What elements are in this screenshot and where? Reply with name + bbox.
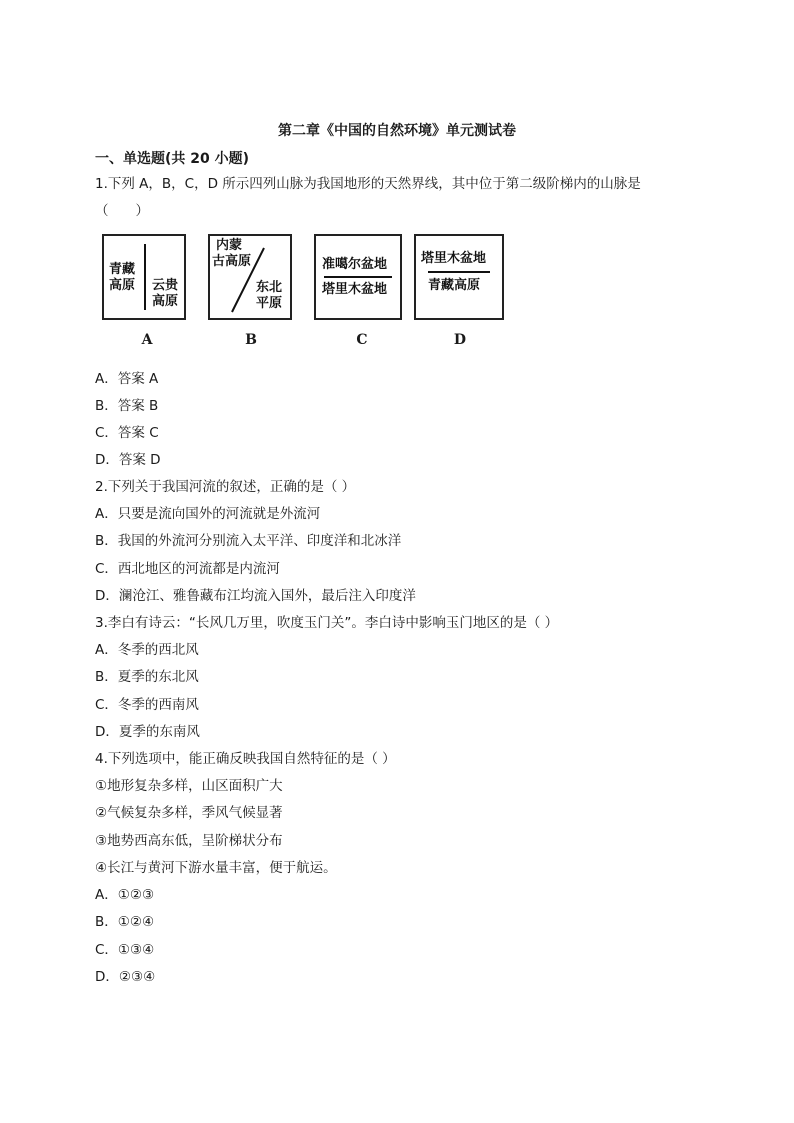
q4-option-a[interactable]: A．①②③ xyxy=(95,887,155,903)
q1-stem: 1.下列 A，B，C，D 所示四列山脉为我国地形的天然界线，其中位于第二级阶梯内的山脉是 xyxy=(95,176,641,192)
q2-option-b[interactable]: B．我国的外流河分别流入太平洋、印度洋和北冰洋 xyxy=(95,533,402,549)
figure-c xyxy=(314,234,402,320)
figure-a-mountain-line xyxy=(144,244,146,310)
q4-item-3: ③地势西高东低，呈阶梯状分布 xyxy=(95,833,283,849)
figure-b-top-line1: 内蒙 xyxy=(216,238,243,253)
figure-b-bottom-line2: 平原 xyxy=(256,296,283,311)
q4-item-1: ①地形复杂多样，山区面积广大 xyxy=(95,778,283,794)
q2-stem: 2.下列关于我国河流的叙述，正确的是（ ） xyxy=(95,479,356,495)
q4-stem: 4.下列选项中，能正确反映我国自然特征的是（ ） xyxy=(95,751,396,767)
q4-item-2: ②气候复杂多样，季风气候显著 xyxy=(95,805,283,821)
figure-a-left-line2: 高原 xyxy=(109,278,136,293)
figure-c-mountain-line xyxy=(324,276,392,278)
q3-option-d[interactable]: D．夏季的东南风 xyxy=(95,724,200,740)
q1-option-a[interactable]: A．答案 A xyxy=(95,371,159,387)
figure-d-caption: D xyxy=(453,332,467,348)
figure-d-mountain-line xyxy=(428,271,490,273)
q4-option-d[interactable]: D．②③④ xyxy=(95,969,156,985)
q1-option-c[interactable]: C．答案 C xyxy=(95,425,159,441)
q4-item-4: ④长江与黄河下游水量丰富，便于航运。 xyxy=(95,860,337,876)
figure-d-top: 塔里木盆地 xyxy=(421,251,487,266)
figure-c-top: 准噶尔盆地 xyxy=(322,257,388,272)
figure-c-bottom: 塔里木盆地 xyxy=(322,282,388,297)
q3-option-a[interactable]: A．冬季的西北风 xyxy=(95,642,199,658)
figure-a-right-line1: 云贵 xyxy=(152,278,179,293)
section-heading: 一、单选题(共 20 小题) xyxy=(95,151,250,167)
figure-b xyxy=(208,234,292,320)
q2-option-c[interactable]: C．西北地区的河流都是内流河 xyxy=(95,561,280,577)
q4-option-b[interactable]: B．①②④ xyxy=(95,914,155,930)
figure-a-left-line1: 青藏 xyxy=(109,262,136,277)
figure-b-top-line2: 古高原 xyxy=(212,254,252,269)
figure-a xyxy=(102,234,186,320)
q1-stem-bracket: （ ） xyxy=(95,203,149,219)
figure-c-caption: C xyxy=(356,332,368,348)
q4-option-c[interactable]: C．①③④ xyxy=(95,942,155,958)
q1-option-d[interactable]: D．答案 D xyxy=(95,452,161,468)
figure-b-bottom-line1: 东北 xyxy=(256,280,283,295)
figure-a-caption: A xyxy=(141,332,153,348)
figure-d-bottom: 青藏高原 xyxy=(428,278,481,293)
figure-a-right-line2: 高原 xyxy=(152,294,179,309)
q3-stem: 3.李白有诗云：“长风几万里，吹度玉门关”。李白诗中影响玉门地区的是（ ） xyxy=(95,615,559,631)
q1-option-b[interactable]: B．答案 B xyxy=(95,398,159,414)
q1-figures xyxy=(102,234,512,349)
figure-d xyxy=(414,234,504,320)
q2-option-a[interactable]: A．只要是流向国外的河流就是外流河 xyxy=(95,506,321,522)
q3-option-b[interactable]: B．夏季的东北风 xyxy=(95,669,199,685)
page-title: 第二章《中国的自然环境》单元测试卷 xyxy=(278,123,516,139)
q2-option-d[interactable]: D．澜沧江、雅鲁藏布江均流入国外，最后注入印度洋 xyxy=(95,588,416,604)
figure-b-caption: B xyxy=(245,332,257,348)
q3-option-c[interactable]: C．冬季的西南风 xyxy=(95,697,199,713)
